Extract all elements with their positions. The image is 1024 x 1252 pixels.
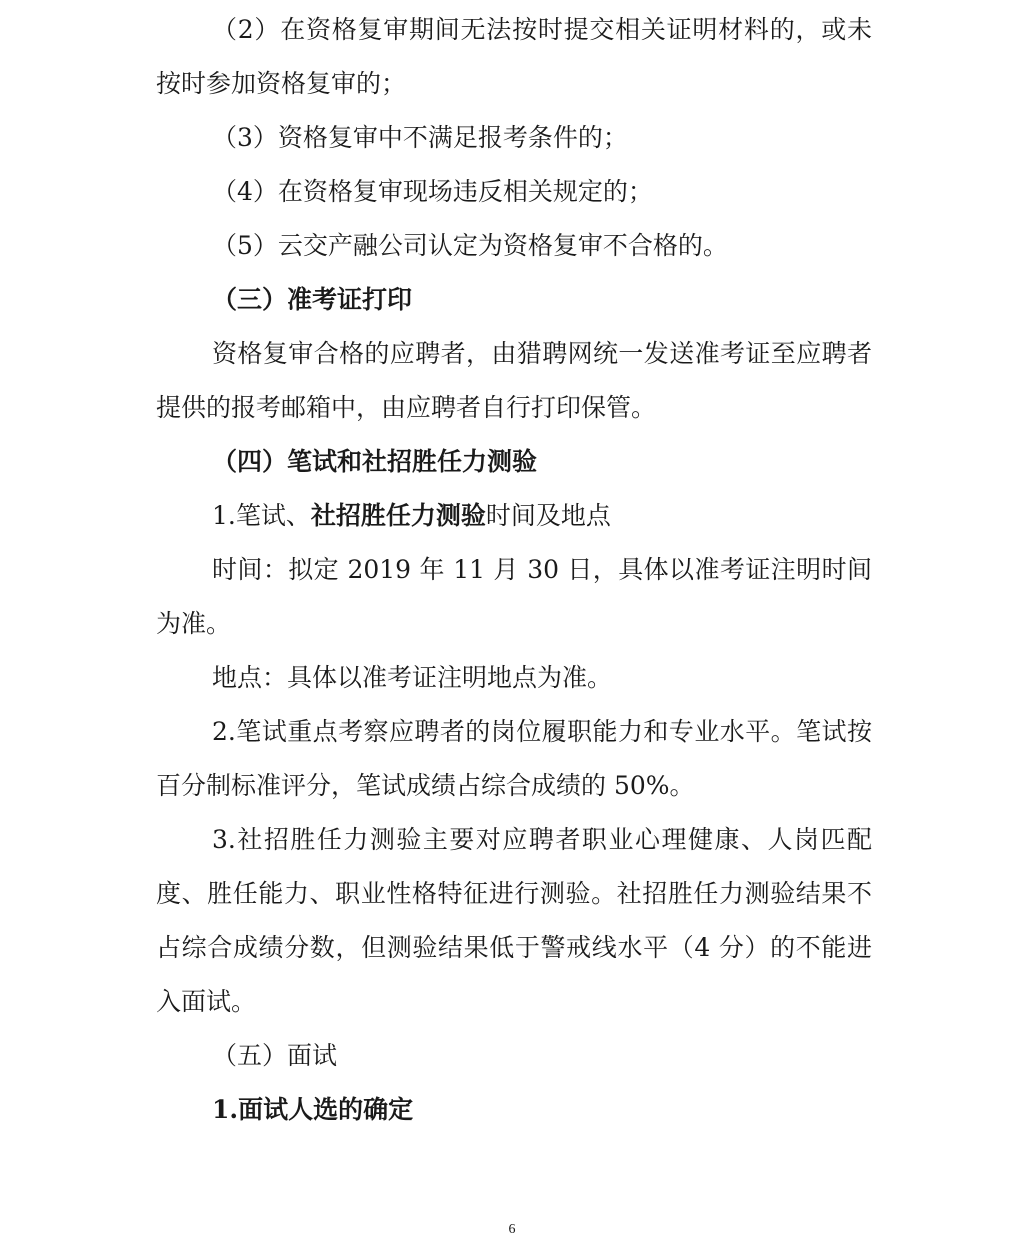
subheading-bold-part: 社招胜任力测验 <box>310 501 486 530</box>
list-item-5: （5）云交产融公司认定为资格复审不合格的。 <box>212 231 728 260</box>
section-heading-admission-ticket: （三）准考证打印 <box>212 285 413 314</box>
section-heading-written-test: （四）笔试和社招胜任力测验 <box>212 447 538 476</box>
subheading-suffix: 时间及地点 <box>485 501 611 530</box>
subheading-interview-candidates: 1.面试人选的确定 <box>212 1095 414 1124</box>
list-item-3: （3）资格复审中不满足报考条件的； <box>212 123 628 152</box>
paragraph-time: 时间：拟定 2019 年 11 月 30 日，具体以准考证注明时间为准。 <box>156 555 872 638</box>
subheading-time-location <box>156 489 872 543</box>
list-item-2: （2）在资格复审期间无法按时提交相关证明材料的，或未按时参加资格复审的； <box>156 15 872 98</box>
paragraph-competency-test: 3.社招胜任力测验主要对应聘者职业心理健康、人岗匹配度、胜任能力、职业性格特征进行测验。社招胜任力测验结果不占综合成绩分数，但测验结果低于警戒线水平（4 分）的不能进入面试。 <box>156 825 872 1016</box>
subheading-prefix: 1.笔试、 <box>212 501 311 530</box>
paragraph-admission-ticket: 资格复审合格的应聘者，由猎聘网统一发送准考证至应聘者提供的报考邮箱中，由应聘者自行打印保管。 <box>156 339 872 422</box>
paragraph-written-test: 2.笔试重点考察应聘者的岗位履职能力和专业水平。笔试按百分制标准评分，笔试成绩占综合成绩的 50%。 <box>156 717 872 800</box>
list-item-4: （4）在资格复审现场违反相关规定的； <box>212 177 653 206</box>
document-page-body <box>156 3 872 1137</box>
paragraph-location: 地点：具体以准考证注明地点为准。 <box>212 663 613 692</box>
page-number: 6 <box>508 1222 516 1237</box>
section-heading-interview: （五）面试 <box>212 1041 338 1070</box>
